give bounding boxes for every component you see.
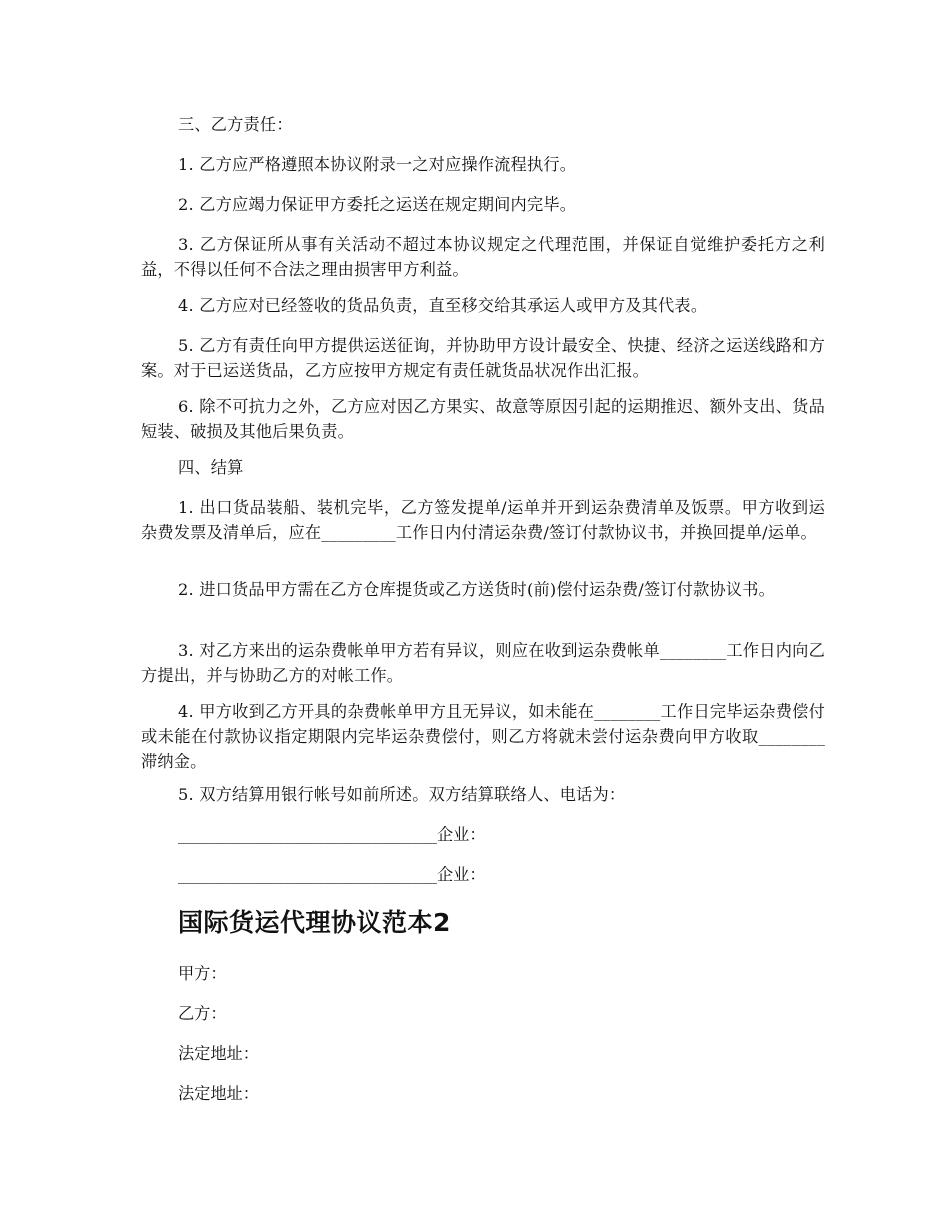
section-4-heading: 四、结算 (178, 458, 244, 477)
section-4-item-3: 3. 对乙方来出的运杂费帐单甲方若有异议，则应在收到运杂费帐单________工作日内向乙方提出，并与协助乙方的对帐工作。 (141, 641, 825, 685)
section-3-item-4: 4. 乙方应对已经签收的货品负责，直至移交给其承运人或甲方及其代表。 (178, 296, 708, 315)
section-3-item-5: 5. 乙方有责任向甲方提供运送征询，并协助甲方设计最安全、快捷、经济之运送线路和方案。对于已运送货品，乙方应按甲方规定有责任就货品状况作出汇报。 (141, 336, 825, 380)
party-b-field: 乙方： (178, 1004, 227, 1023)
signature-line-2: ________________________________企业： (178, 865, 486, 884)
section-3-item-6: 6. 除不可抗力之外，乙方应对因乙方果实、故意等原因引起的运期推迟、额外支出、货品短装、破损及其他后果负责。 (141, 397, 825, 441)
party-a-field: 甲方： (178, 964, 227, 983)
legal-address-field-2: 法定地址： (178, 1084, 259, 1103)
legal-address-field-1: 法定地址： (178, 1044, 259, 1063)
section-4-item-1: 1. 出口货品装船、装机完毕，乙方签发提单/运单并开到运杂费清单及饭票。甲方收到运杂费发票及清单后，应在_________工作日内付清运杂费/签订付款协议书，并换回提单/运单。 (141, 498, 825, 542)
section-4-item-4: 4. 甲方收到乙方开具的杂费帐单甲方且无异议，如未能在________工作日完毕运杂费偿付或未能在付款协议指定期限内完毕运杂费偿付，则乙方将就未尝付运杂费向甲方收取________滞纳金。 (141, 702, 825, 771)
section-3-item-1: 1. 乙方应严格遵照本协议附录一之对应操作流程执行。 (178, 155, 577, 174)
section-3-heading: 三、乙方责任： (178, 115, 293, 134)
section-4-item-5: 5. 双方结算用银行帐号如前所述。双方结算联络人、电话为： (178, 785, 626, 804)
section-4-item-2: 2. 进口货品甲方需在乙方仓库提货或乙方送货时(前)偿付运杂费/签订付款协议书。 (178, 580, 776, 599)
section-3-item-2: 2. 乙方应竭力保证甲方委托之运送在规定期间内完毕。 (178, 195, 577, 214)
signature-line-1: ________________________________企业： (178, 825, 486, 844)
document-2-title: 国际货运代理协议范本2 (178, 908, 451, 937)
section-3-item-3: 3. 乙方保证所从事有关活动不超过本协议规定之代理范围，并保证自觉维护委托方之利益，不得以任何不合法之理由损害甲方利益。 (141, 235, 825, 279)
